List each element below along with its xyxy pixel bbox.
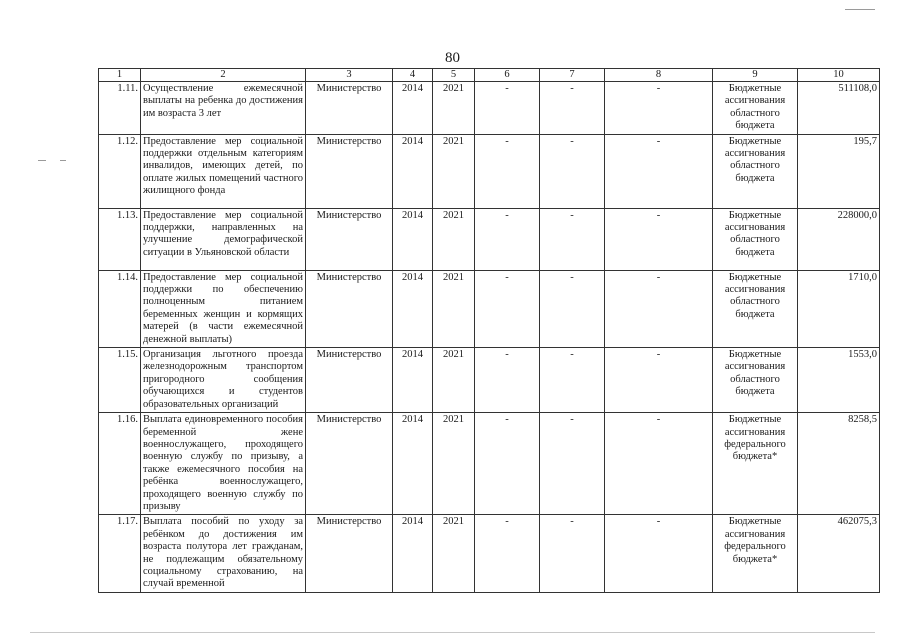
executor: Министерство	[306, 208, 393, 270]
measure-name: Предоставление мер социальной поддержки по обеспечению полноценным питанием беременных женщин и кормящих матерей (в части ежемесячной денежной выплаты)	[141, 270, 306, 347]
column-header-2: 2	[141, 69, 306, 82]
end-year: 2021	[433, 348, 475, 413]
executor: Министерство	[306, 348, 393, 413]
start-year: 2014	[393, 208, 433, 270]
amount: 8258,5	[798, 413, 880, 515]
end-year: 2021	[433, 208, 475, 270]
cell-col7: -	[540, 82, 605, 135]
cell-col6: -	[475, 134, 540, 208]
executor: Министерство	[306, 134, 393, 208]
cell-col6: -	[475, 208, 540, 270]
start-year: 2014	[393, 515, 433, 592]
table-row	[99, 208, 880, 270]
start-year: 2014	[393, 270, 433, 347]
table-row	[99, 413, 880, 515]
column-header-10: 10	[798, 69, 880, 82]
row-number: 1.16.	[99, 413, 141, 515]
table-row	[99, 82, 880, 135]
scan-artifact	[60, 160, 66, 161]
end-year: 2021	[433, 134, 475, 208]
cell-col6: -	[475, 348, 540, 413]
cell-col7: -	[540, 134, 605, 208]
cell-col6: -	[475, 515, 540, 592]
column-header-9: 9	[713, 69, 798, 82]
table-row	[99, 515, 880, 592]
column-header-4: 4	[393, 69, 433, 82]
end-year: 2021	[433, 413, 475, 515]
column-header-3: 3	[306, 69, 393, 82]
amount: 195,7	[798, 134, 880, 208]
row-number: 1.12.	[99, 134, 141, 208]
start-year: 2014	[393, 82, 433, 135]
column-header-7: 7	[540, 69, 605, 82]
row-number: 1.15.	[99, 348, 141, 413]
cell-col8: -	[605, 208, 713, 270]
funding-source: Бюджетные ассигнования областного бюджета	[713, 82, 798, 135]
end-year: 2021	[433, 515, 475, 592]
budget-table	[98, 68, 880, 593]
start-year: 2014	[393, 348, 433, 413]
amount: 462075,3	[798, 515, 880, 592]
end-year: 2021	[433, 82, 475, 135]
measure-name: Предоставление мер социальной поддержки отдельным категориям инвалидов, имеющих детей, по оплате жилых помещений частного жилищного фонда	[141, 134, 306, 208]
cell-col6: -	[475, 82, 540, 135]
amount: 511108,0	[798, 82, 880, 135]
executor: Министерство	[306, 515, 393, 592]
table-row	[99, 134, 880, 208]
funding-source: Бюджетные ассигнования областного бюджета	[713, 348, 798, 413]
cell-col8: -	[605, 348, 713, 413]
amount: 228000,0	[798, 208, 880, 270]
cell-col6: -	[475, 413, 540, 515]
executor: Министерство	[306, 413, 393, 515]
row-number: 1.11.	[99, 82, 141, 135]
measure-name: Предоставление мер социальной поддержки, направленных на улучшение демографической ситуации в Ульяновской области	[141, 208, 306, 270]
scan-artifact	[30, 632, 875, 633]
amount: 1553,0	[798, 348, 880, 413]
measure-name: Выплата пособий по уходу за ребёнком до достижения им возраста полутора лет гражданам, не подлежащим обязательному социальному страхованию, на случай временной	[141, 515, 306, 592]
table-row	[99, 348, 880, 413]
end-year: 2021	[433, 270, 475, 347]
row-number: 1.13.	[99, 208, 141, 270]
cell-col8: -	[605, 413, 713, 515]
executor: Министерство	[306, 82, 393, 135]
cell-col7: -	[540, 515, 605, 592]
page-number: 80	[445, 50, 460, 66]
cell-col7: -	[540, 413, 605, 515]
funding-source: Бюджетные ассигнования областного бюджета	[713, 270, 798, 347]
row-number: 1.17.	[99, 515, 141, 592]
table-row	[99, 270, 880, 347]
funding-source: Бюджетные ассигнования областного бюджета	[713, 134, 798, 208]
column-header-1: 1	[99, 69, 141, 82]
cell-col8: -	[605, 515, 713, 592]
cell-col8: -	[605, 270, 713, 347]
row-number: 1.14.	[99, 270, 141, 347]
cell-col7: -	[540, 208, 605, 270]
measure-name: Осуществление ежемесячной выплаты на ребенка до достижения им возраста 3 лет	[141, 82, 306, 135]
cell-col6: -	[475, 270, 540, 347]
scan-artifact	[845, 9, 875, 10]
measure-name: Организация льготного проезда железнодорожным транспортом пригородного сообщения обучающихся и студентов образовательных организаций	[141, 348, 306, 413]
start-year: 2014	[393, 413, 433, 515]
funding-source: Бюджетные ассигнования областного бюджета	[713, 208, 798, 270]
measure-name: Выплата единовременного пособия беременной жене военнослужащего, проходящего военную службу по призыву, а также ежемесячного пособия на ребёнка военнослужащего, проходящего военную службу по призыву	[141, 413, 306, 515]
funding-source: Бюджетные ассигнования федерального бюджета*	[713, 515, 798, 592]
cell-col8: -	[605, 134, 713, 208]
column-header-6: 6	[475, 69, 540, 82]
scan-artifact	[38, 160, 46, 161]
funding-source: Бюджетные ассигнования федерального бюджета*	[713, 413, 798, 515]
amount: 1710,0	[798, 270, 880, 347]
cell-col8: -	[605, 82, 713, 135]
executor: Министерство	[306, 270, 393, 347]
column-header-5: 5	[433, 69, 475, 82]
cell-col7: -	[540, 348, 605, 413]
column-header-8: 8	[605, 69, 713, 82]
cell-col7: -	[540, 270, 605, 347]
header-row	[99, 69, 880, 82]
start-year: 2014	[393, 134, 433, 208]
